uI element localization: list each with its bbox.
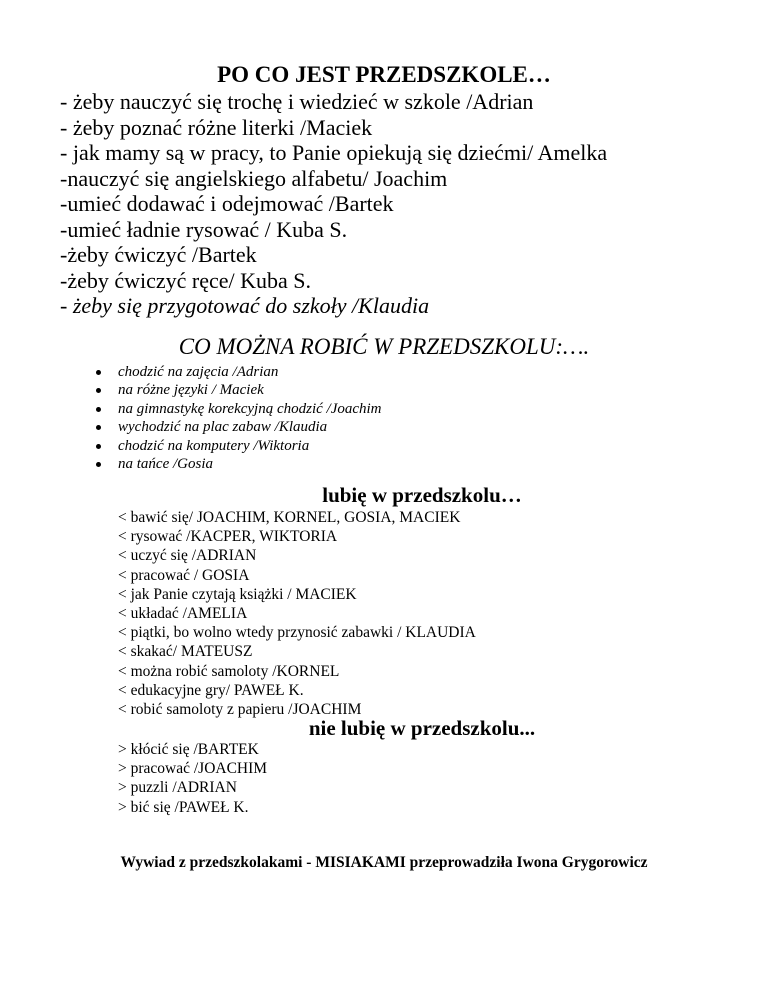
list-item: > pracować /JOACHIM — [118, 760, 268, 778]
bullet-text: na różne języki / Maciek — [118, 382, 264, 399]
bullet-icon — [96, 425, 101, 430]
list-item: < uczyć się /ADRIAN — [118, 547, 257, 565]
list-item: < jak Panie czytają książki / MACIEK — [118, 585, 357, 603]
list-item: -nauczyć się angielskiego alfabetu/ Joachim — [60, 165, 448, 191]
reasons-list — [60, 89, 607, 319]
bullet-text: wychodzić na plac zabaw /Klaudia — [118, 419, 328, 436]
likes-list — [118, 508, 476, 719]
list-item: < układać /AMELIA — [118, 605, 248, 623]
list-item: -umieć ładnie rysować / Kuba S. — [60, 216, 348, 242]
list-item: < edukacyjne gry/ PAWEŁ K. — [118, 681, 304, 699]
activities-bullet-list — [96, 363, 382, 473]
list-item: > bić się /PAWEŁ K. — [118, 798, 249, 816]
bullet-item — [96, 381, 382, 399]
section-title-co-mozna: CO MOŻNA ROBIĆ W PRZEDSZKOLU:…. — [178, 334, 590, 359]
list-item: < piątki, bo wolno wtedy przynosić zabawki / KLAUDIA — [118, 624, 476, 642]
bullet-item — [96, 400, 382, 418]
list-item: - żeby się przygotować do szkoły /Klaudia — [60, 293, 430, 318]
bullet-icon — [96, 444, 101, 449]
bullet-text: chodzić na zajęcia /Adrian — [118, 364, 279, 380]
list-item: - żeby poznać różne literki /Maciek — [60, 114, 373, 140]
list-item: < rysować /KACPER, WIKTORIA — [118, 528, 338, 546]
list-item: > kłócić się /BARTEK — [118, 741, 259, 758]
section-title-po-co: PO CO JEST PRZEDSZKOLE… — [217, 62, 551, 87]
bullet-icon — [96, 462, 101, 467]
bullet-icon — [96, 370, 101, 375]
list-item: - żeby nauczyć się trochę i wiedzieć w szkole /Adrian — [60, 89, 534, 114]
list-item: < bawić się/ JOACHIM, KORNEL, GOSIA, MACIEK — [118, 509, 461, 526]
list-item: - jak mamy są w pracy, to Panie opiekują się dziećmi/ Amelka — [60, 140, 608, 165]
list-item: > puzzli /ADRIAN — [118, 779, 237, 797]
bullet-item — [96, 455, 382, 473]
section-title-lubie: lubię w przedszkolu… — [322, 483, 522, 507]
bullet-icon — [96, 407, 101, 412]
bullet-text: na tańce /Gosia — [118, 456, 213, 473]
bullet-text: na gimnastykę korekcyjną chodzić /Joachim — [118, 400, 382, 417]
bullet-item — [96, 363, 382, 381]
list-item: -żeby ćwiczyć /Bartek — [60, 242, 257, 267]
list-item: < można robić samoloty /KORNEL — [118, 662, 340, 680]
dislikes-list — [118, 740, 267, 817]
list-item: -umieć dodawać i odejmować /Bartek — [60, 191, 394, 216]
footer-credit: Wywiad z przedszkolakami - MISIAKAMI przeprowadziła Iwona Grygorowicz — [120, 854, 648, 871]
list-item: -żeby ćwiczyć ręce/ Kuba S. — [60, 267, 312, 293]
bullet-item — [96, 437, 382, 455]
bullet-item — [96, 418, 382, 436]
bullet-icon — [96, 388, 101, 393]
list-item: < pracować / GOSIA — [118, 566, 250, 584]
list-item: < robić samoloty z papieru /JOACHIM — [118, 701, 362, 719]
list-item: < skakać/ MATEUSZ — [118, 643, 253, 661]
section-title-nie-lubie: nie lubię w przedszkolu... — [308, 716, 536, 740]
bullet-text: chodzić na komputery /Wiktoria — [118, 437, 310, 454]
